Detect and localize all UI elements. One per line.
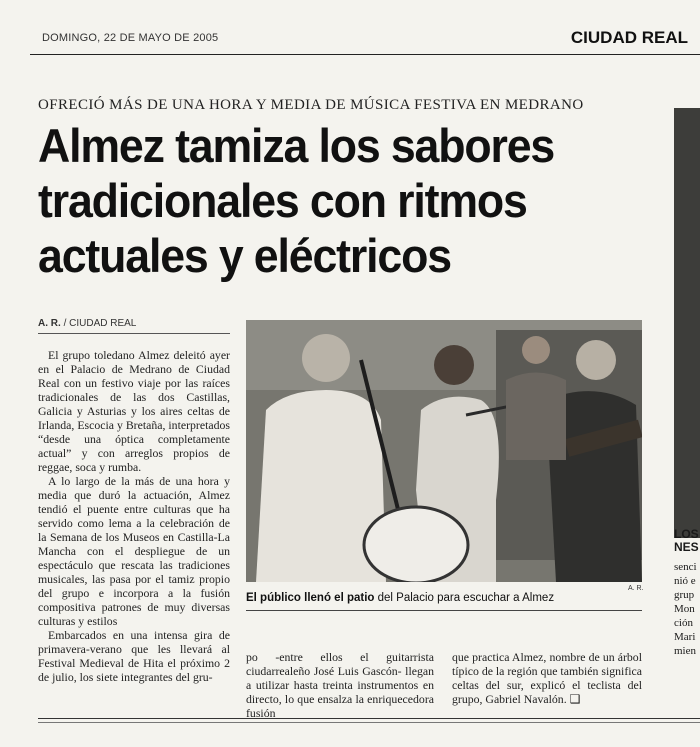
photo-illustration — [246, 320, 642, 582]
caption-rest: del Palacio para escuchar a Almez — [374, 592, 555, 604]
caption-bold: El público llenó el patio — [246, 592, 375, 604]
headline: Almez tamiza los sabores tradicionales con ritmos actuales y eléctricos — [38, 119, 555, 282]
issue-date: DOMINGO, 22 DE MAYO DE 2005 — [42, 32, 219, 44]
adjacent-photo — [674, 108, 700, 538]
kicker: OFRECIÓ MÁS DE UNA HORA Y MEDIA DE MÚSICA FESTIVA EN MEDRANO — [38, 97, 584, 113]
footer-rule-secondary — [38, 722, 700, 723]
adjacent-line: mien — [674, 645, 696, 657]
byline-place: / CIUDAD REAL — [63, 318, 137, 329]
paragraph: El grupo toledano Almez deleitó ayer en el Palacio de Medrano de Ciudad Real con un festivo viaje por las raíces tradicionales de las dos Castillas, Galicia y Asturias y los aires celtas de Irlanda, Escocia y Bretaña, interpretados “desde una óptica completamente actual” y con arreglos propios de reggae, soca y rumba. — [38, 348, 230, 474]
paragraph: A lo largo de la más de una hora y media que duró la actuación, Almez tendió el puente entre culturas que ha servido como lema a la celebración de la Semana de los Museos en Castilla-La Mancha con el despliegue de un espectáculo que rescata las tradiciones musicales, las pasa por el tamiz propio del grupo e incorpora a la fusión compositiva patrones de muy diversas culturas y estilos — [38, 474, 230, 628]
adjacent-line: Mari — [674, 631, 696, 643]
byline-author: A. R. — [38, 318, 61, 329]
body-column-1 — [38, 348, 230, 684]
concert-photo — [246, 320, 642, 582]
adjacent-article-strip — [668, 98, 700, 738]
section-name: CIUDAD REAL — [570, 28, 688, 47]
photo-credit: A. R. — [628, 585, 644, 592]
caption-rule — [246, 610, 642, 611]
body-column-3: que practica Almez, nombre de un árbol típico de la región que también significa celtas del sur, explicó el teclista del grupo, Gabriel Navalón. ❑ — [452, 650, 643, 706]
adjacent-headline: LOS NES — [674, 527, 699, 554]
adjacent-line: senci — [674, 561, 697, 573]
byline-rule — [38, 333, 230, 334]
adjacent-line: grup — [674, 589, 695, 601]
adjacent-line: ción — [674, 617, 693, 629]
body-column-2: po -entre ellos el guitarrista ciudarrealeño José Luis Gascón- llegan a utilizar hasta treinta instrumentos en directo, lo que ensalza la enriquecedora fusión — [246, 650, 434, 720]
byline — [38, 318, 136, 329]
header-rule — [30, 54, 700, 55]
photo-caption — [246, 592, 642, 604]
adjacent-text — [674, 560, 700, 658]
adjacent-line: nió e — [674, 575, 696, 587]
adjacent-line: Mon — [674, 603, 695, 615]
paragraph: Embarcados en una intensa gira de primavera-verano que les llevará al Festival Medieval de Hita el próximo 2 de julio, los siete integrantes del gru- — [38, 628, 230, 684]
footer-rule — [38, 718, 700, 719]
